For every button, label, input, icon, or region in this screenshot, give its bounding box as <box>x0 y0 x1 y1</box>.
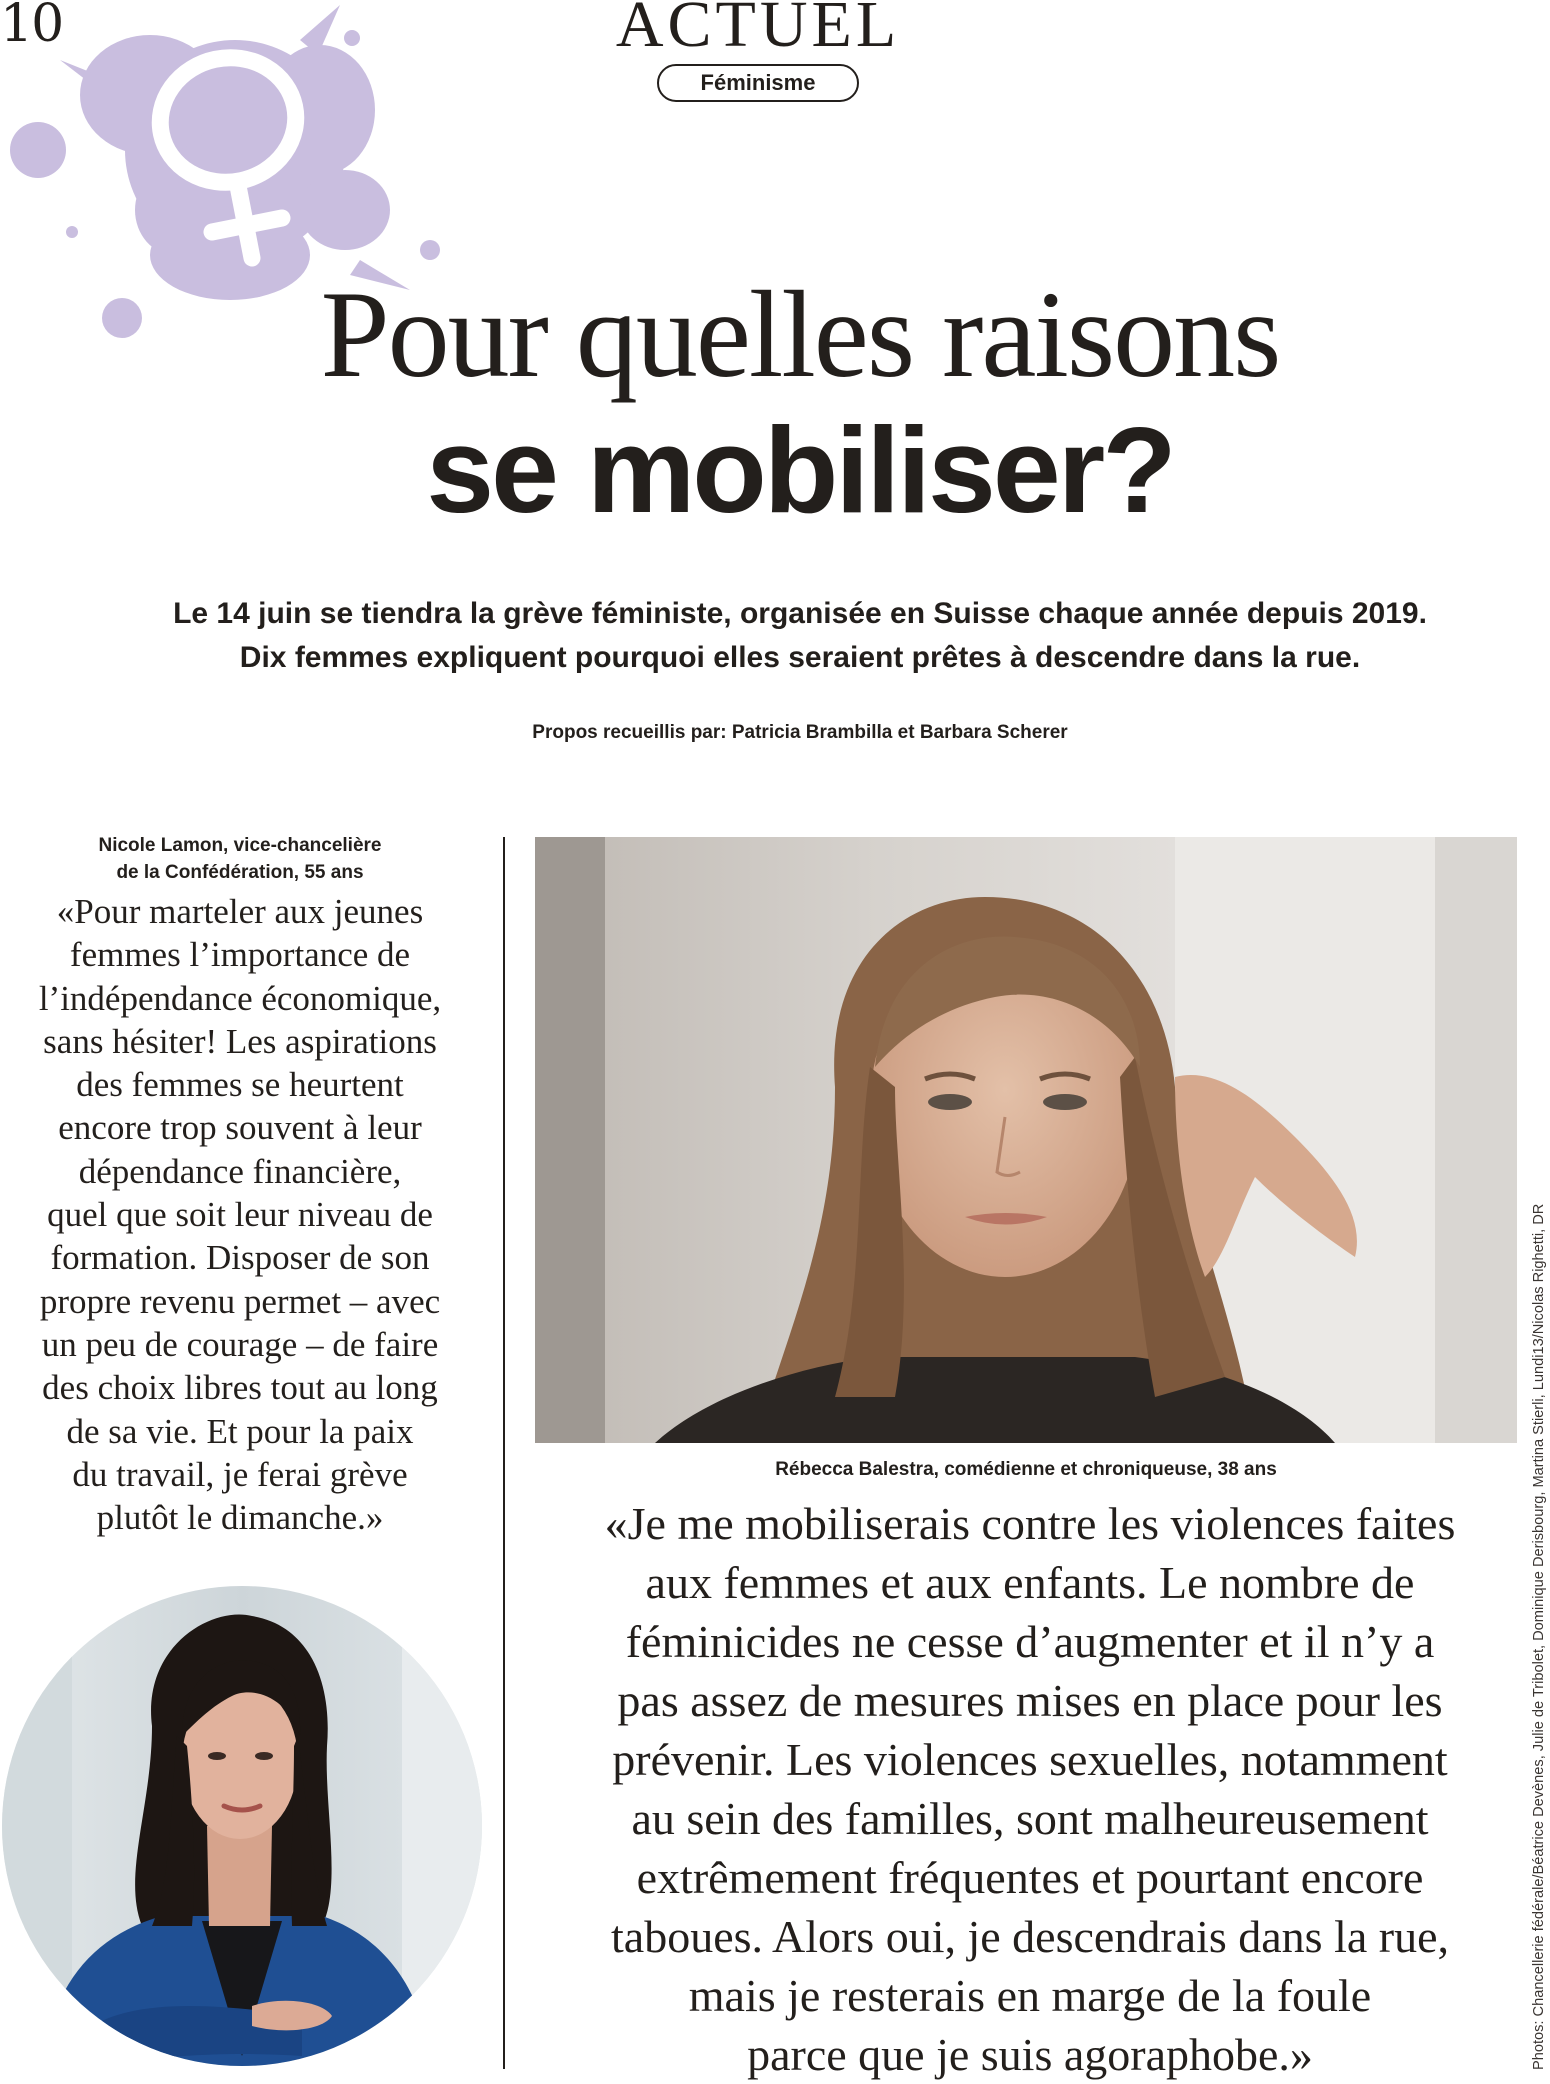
quote-line: dépendance financière, <box>78 1151 402 1191</box>
quote-line: formation. Disposer de son <box>50 1238 430 1278</box>
byline: Propos recueillis par: Patricia Brambilla et Barbara Scherer <box>532 722 1068 743</box>
quote-line: extrêmement fréquentes et pourtant encore <box>636 1852 1424 1903</box>
portrait-illustration <box>2 1586 482 2066</box>
quote-line: des femmes se heurtent <box>76 1065 404 1105</box>
quote-line: au sein des familles, sont malheureusement <box>631 1793 1429 1844</box>
quote-line: parce que je suis agoraphobe.» <box>747 2029 1313 2080</box>
quote-line: plutôt le dimanche.» <box>96 1498 384 1538</box>
author-line: Nicole Lamon, vice-chancelière <box>98 835 382 856</box>
quote-line: l’indépendance économique, <box>38 978 442 1018</box>
lead-line: Dix femmes expliquent pourquoi elles seraient prêtes à descendre dans la rue. <box>239 641 1361 674</box>
quote-line: prévenir. Les violences sexuelles, notamment <box>612 1734 1448 1785</box>
main-portrait-illustration <box>535 837 1517 1443</box>
quote-line: sans hésiter! Les aspirations <box>43 1021 437 1061</box>
section-tag: Féminisme <box>657 64 859 102</box>
quote-line: «Je me mobiliserais contre les violences faites <box>604 1498 1456 1549</box>
quote-line: aux femmes et aux enfants. Le nombre de <box>645 1557 1415 1608</box>
quote-line: de sa vie. Et pour la paix <box>66 1411 414 1451</box>
portrait-photo <box>2 1586 482 2066</box>
headline-line-1: Pour quelles raisons <box>320 266 1280 403</box>
section-title: ACTUEL <box>615 0 901 61</box>
left-quote <box>10 890 470 1539</box>
quote-line: pas assez de mesures mises en place pour les <box>617 1675 1443 1726</box>
lead-line: Le 14 juin se tiendra la grève féministe, organisée en Suisse chaque année depuis 2019. <box>173 597 1427 630</box>
quote-line: propre revenu permet – avec <box>39 1281 441 1321</box>
main-portrait-photo <box>535 837 1517 1443</box>
quote-line: encore trop souvent à leur <box>58 1108 422 1148</box>
quote-line: femmes l’importance de <box>69 935 411 975</box>
quote-line: un peu de courage – de faire <box>41 1324 439 1364</box>
quote-line: des choix libres tout au long <box>42 1368 438 1408</box>
quote-line: quel que soit leur niveau de <box>47 1195 433 1235</box>
headline-line-2: se mobiliser? <box>426 402 1174 538</box>
quote-line: du travail, je ferai grève <box>72 1454 408 1494</box>
quote-line: féminicides ne cesse d’augmenter et il n’y a <box>625 1616 1435 1667</box>
photo-credits: Photos: Chancellerie fédérale/Béatrice Devènes, Julie de Tribolet, Dominique Derisbourg, Martina Stierli, Lundi13/Nicolas Righetti, DR <box>1531 1203 1547 2070</box>
lead-paragraph <box>40 592 1550 680</box>
quote-line: «Pour marteler aux jeunes <box>56 892 424 931</box>
column-divider <box>503 837 505 2069</box>
page-number: 10 <box>0 0 63 54</box>
right-author-caption: Rébecca Balestra, comédienne et chroniqueuse, 38 ans <box>775 1459 1277 1480</box>
quote-line: taboues. Alors oui, je descendrais dans la rue, <box>611 1911 1449 1962</box>
quote-line: mais je resterais en marge de la foule <box>688 1970 1372 2021</box>
author-line: de la Confédération, 55 ans <box>116 862 364 883</box>
left-author-caption <box>20 832 460 886</box>
right-quote <box>540 1494 1520 2084</box>
